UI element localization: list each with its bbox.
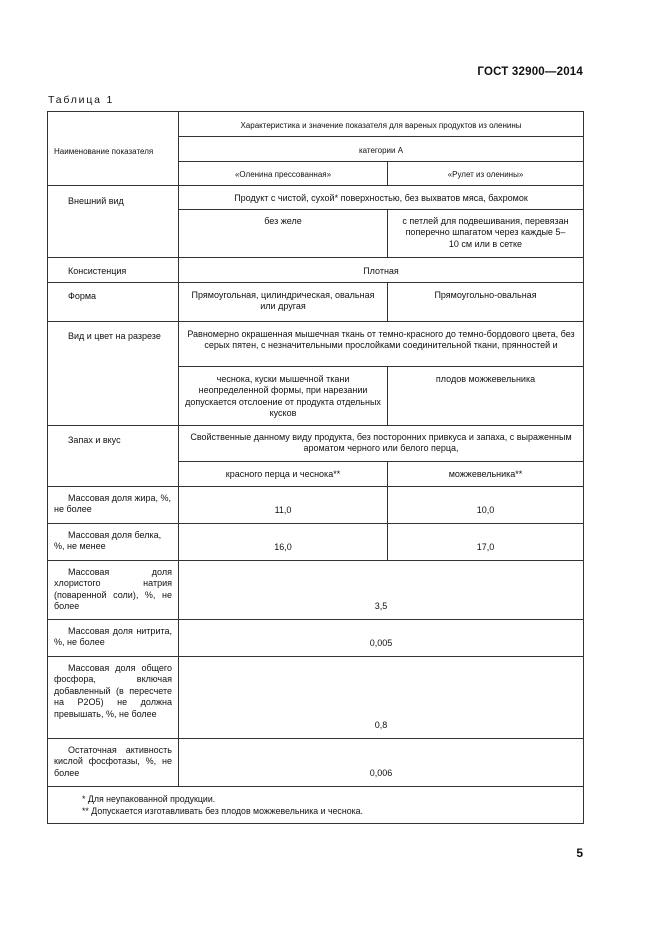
appearance-roll: с петлей для подвешивания, перевязан поперечно шпагатом через каждые 5–10 см или в сетке	[388, 209, 584, 257]
salt-label: Массовая доля хлористого натрия (поваренной соли), %, не более	[54, 566, 172, 612]
row-name-shape: Форма	[48, 282, 179, 321]
consistency-value: Плотная	[179, 257, 584, 282]
table-row	[48, 425, 584, 461]
row-name-phosphorus	[48, 656, 179, 738]
table-row	[48, 186, 584, 210]
protein-label: Массовая доля белка, %, не менее	[54, 529, 162, 552]
shape-roll: Прямоугольно-овальная	[388, 282, 584, 321]
nitrite-value: 0,005	[179, 619, 584, 656]
footnote: * Для неупакованной продукции.	[82, 793, 216, 804]
phosphatase-label: Остаточная активность кислой фосфотазы, %, не более	[54, 744, 172, 778]
fat-label: Массовая доля жира, %, не более	[54, 492, 172, 515]
table-row	[48, 560, 584, 619]
header-name-column	[48, 112, 179, 186]
table-row	[48, 257, 584, 282]
phosphorus-label: Массовая доля общего фосфора, включая добавленный (в пересчете на P2O5) не должна превышать, %, не более	[54, 662, 172, 719]
spec-table	[47, 111, 584, 824]
row-name-nitrite	[48, 619, 179, 656]
row-name-salt	[48, 560, 179, 619]
header-name-text: Наименование показателя	[54, 146, 154, 156]
table-row	[48, 486, 584, 523]
smell-pressed: красного перца и чеснока**	[179, 461, 388, 486]
salt-value: 3,5	[179, 560, 584, 619]
fat-pressed: 11,0	[179, 486, 388, 523]
protein-pressed: 16,0	[179, 523, 388, 560]
nitrite-label: Массовая доля нитрита, %, не более	[54, 625, 172, 648]
table-notes-row	[48, 786, 584, 823]
row-name-consistency: Консистенция	[48, 257, 179, 282]
cut-roll: плодов можжевельника	[388, 366, 584, 425]
table-row	[48, 656, 584, 738]
table-row	[48, 282, 584, 321]
protein-roll: 17,0	[388, 523, 584, 560]
shape-pressed: Прямоугольная, цилиндрическая, овальная или другая	[179, 282, 388, 321]
phosphatase-value: 0,006	[179, 738, 584, 786]
smell-roll: можжевельника**	[388, 461, 584, 486]
page-number: 5	[576, 846, 583, 860]
row-name-smell: Запах и вкус	[48, 425, 179, 486]
row-name-phosphatase	[48, 738, 179, 786]
smell-common: Свойственные данному виду продукта, без посторонних привкуса и запаха, с выраженным ароматом черного или белого перца,	[179, 425, 584, 461]
appearance-pressed: без желе	[179, 209, 388, 257]
phosphorus-value: 0,8	[179, 656, 584, 738]
table-caption: Таблица 1	[48, 94, 115, 106]
table-row	[48, 321, 584, 366]
fat-roll: 10,0	[388, 486, 584, 523]
header-col-roll: «Рулет из оленины»	[388, 162, 584, 186]
footnote: ** Допускается изготавливать без плодов можжевельника и чеснока.	[82, 805, 363, 816]
header-category: категории А	[179, 137, 584, 162]
document-code: ГОСТ 32900—2014	[477, 66, 583, 78]
header-span-title: Характеристика и значение показателя для вареных продуктов из оленины	[179, 112, 584, 137]
table-row	[48, 738, 584, 786]
row-name-cut: Вид и цвет на разрезе	[48, 321, 179, 425]
appearance-common: Продукт с чистой, сухой* поверхностью, без выхватов мяса, бахромок	[179, 186, 584, 210]
row-name-protein	[48, 523, 179, 560]
row-name-appearance: Внешний вид	[48, 186, 179, 258]
table-row	[48, 619, 584, 656]
table-row	[48, 523, 584, 560]
header-col-pressed: «Оленина прессованная»	[179, 162, 388, 186]
row-name-fat	[48, 486, 179, 523]
table-head-row	[48, 112, 584, 137]
footnotes	[48, 786, 584, 823]
cut-common: Равномерно окрашенная мышечная ткань от темно-красного до темно-бордового цвета, без серых пятен, с незначительными прослойками соединительной ткани, прянностей и	[179, 321, 584, 366]
cut-pressed: чеснока, куски мышечной ткани неопределенной формы, при нарезании допускается отслоение от продукта отдельных кусков	[179, 366, 388, 425]
